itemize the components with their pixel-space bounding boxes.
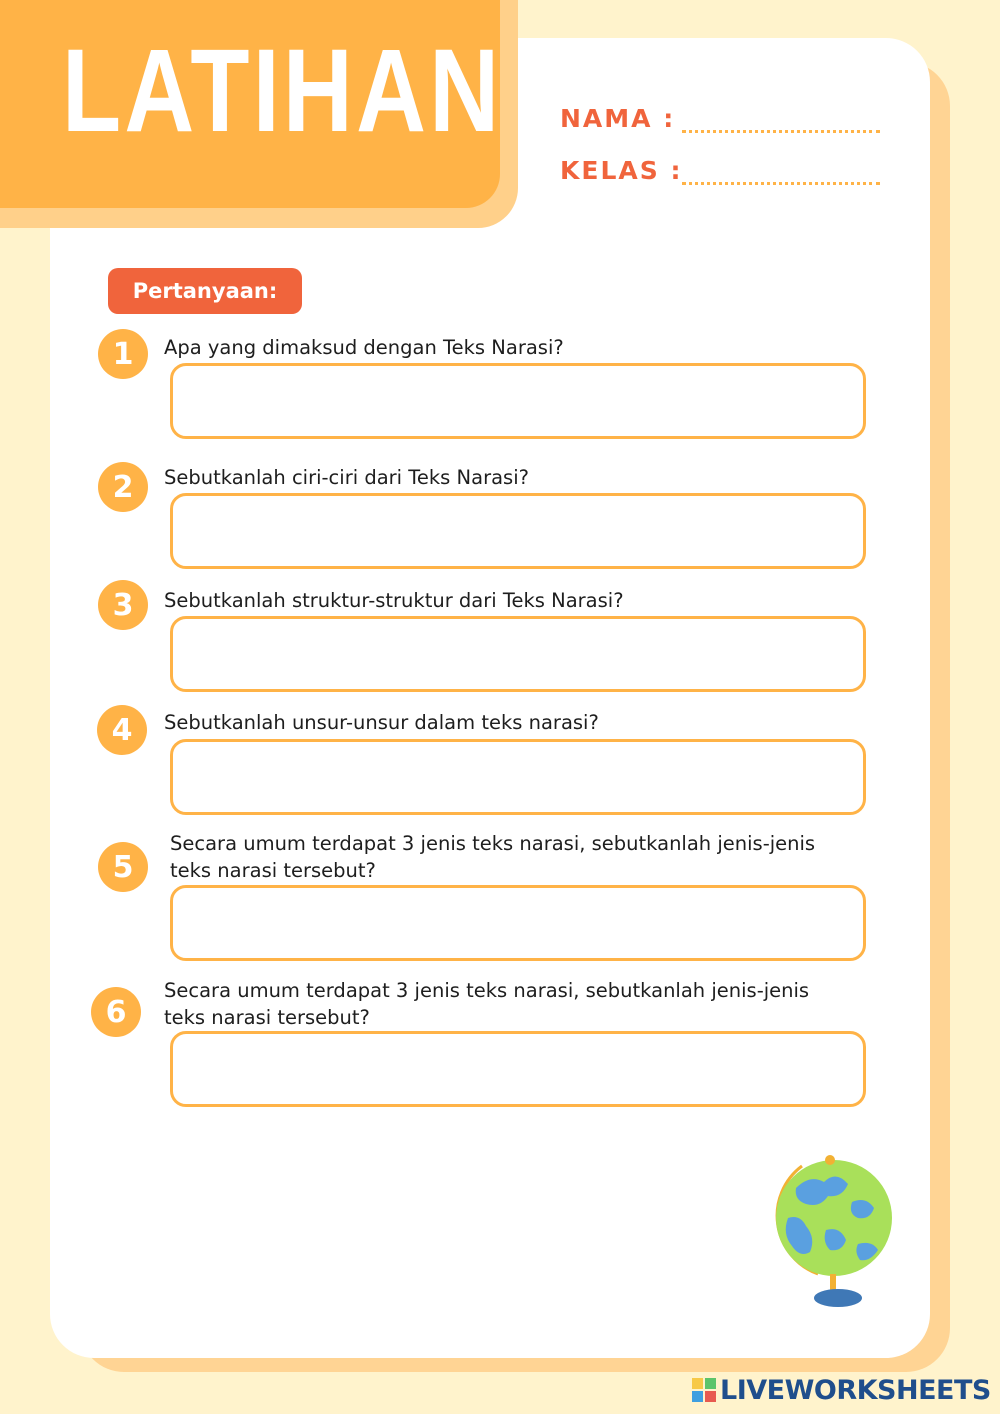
question-number-6: 6 [91, 987, 141, 1037]
answer-box-3[interactable] [170, 616, 866, 692]
liveworksheets-logo-icon [692, 1378, 716, 1402]
answer-box-5[interactable] [170, 885, 866, 961]
question-number-5: 5 [98, 842, 148, 892]
answer-box-2[interactable] [170, 493, 866, 569]
question-number-2: 2 [98, 462, 148, 512]
class-label: KELAS : [560, 156, 683, 185]
question-text-2: Sebutkanlah ciri-ciri dari Teks Narasi? [164, 466, 529, 489]
footer-brand-text: LIVEWORKSHEETS [720, 1374, 991, 1406]
title-banner [0, 0, 503, 208]
question-text-5: Secara umum terdapat 3 jenis teks narasi, sebutkanlah jenis-jenis teks narasi tersebut? [170, 832, 816, 882]
answer-box-6[interactable] [170, 1031, 866, 1107]
globe-icon [766, 1148, 906, 1312]
class-field[interactable] [682, 182, 880, 185]
footer-brand[interactable] [692, 1374, 991, 1406]
section-label: Pertanyaan: [108, 268, 302, 314]
page-title: LATIHAN [62, 25, 503, 157]
name-label: NAMA : [560, 104, 676, 133]
question-text-6: Secara umum terdapat 3 jenis teks narasi, sebutkanlah jenis-jenis teks narasi tersebut? [164, 979, 810, 1029]
answer-box-1[interactable] [170, 363, 866, 439]
question-number-3: 3 [98, 580, 148, 630]
question-text-4: Sebutkanlah unsur-unsur dalam teks narasi? [164, 711, 599, 734]
name-field[interactable] [682, 130, 880, 133]
question-text-3: Sebutkanlah struktur-struktur dari Teks Narasi? [164, 589, 624, 612]
question-number-4: 4 [97, 705, 147, 755]
question-number-1: 1 [98, 329, 148, 379]
question-text-1: Apa yang dimaksud dengan Teks Narasi? [164, 336, 564, 359]
answer-box-4[interactable] [170, 739, 866, 815]
